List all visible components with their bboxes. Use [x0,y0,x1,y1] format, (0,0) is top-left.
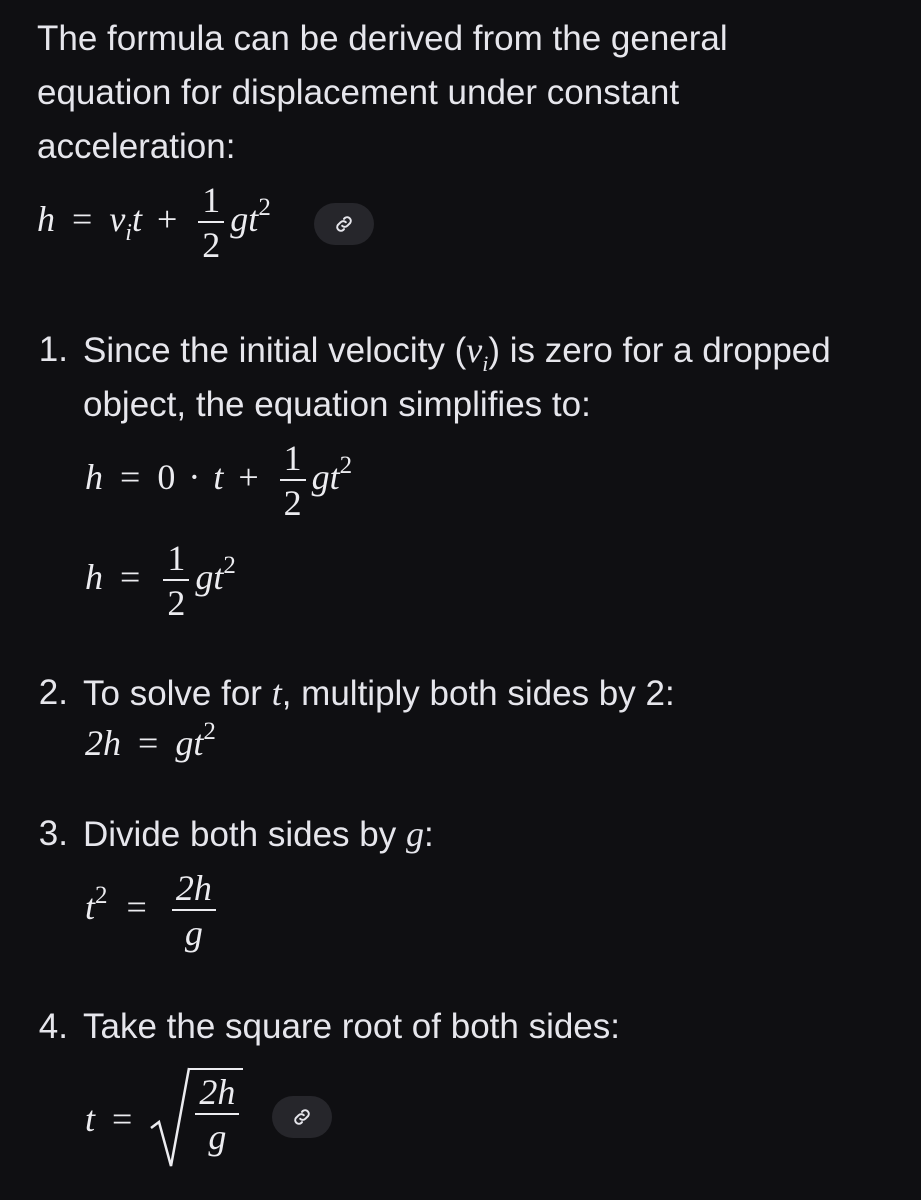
step-1-equation-1: h = 0 · t + $\frac{1}{2}$ $gt^2$ [85,438,353,523]
step-2-text: To solve for t, multiply both sides by 2: [83,673,675,713]
step-1-number: 1. [38,330,68,369]
step-4-number: 4. [38,1007,68,1046]
step-1-text: Since the initial velocity $(v_i)$ is zero for a dropped object, the equation simplifies to: [83,330,831,424]
link-icon [333,213,355,235]
step-3-text: Divide both sides by g: [83,814,434,854]
eq-var-v: v [109,198,126,239]
copy-link-button[interactable] [314,203,374,245]
step-3-number: 3. [38,814,68,853]
fraction-2h-over-g: $\frac{2h}{g}$ [195,1074,239,1155]
link-icon [291,1106,313,1128]
eq-exp: 2 [258,193,271,221]
step-1-equation-2: h = $\frac{1}{2}$ $gt^2$ [85,538,236,623]
eq-sub-i: i [125,219,132,246]
radical-sign-icon [149,1066,193,1170]
step-2-var: t [271,673,282,713]
step-2-number: 2. [38,673,68,712]
step-1-var: v [466,330,483,370]
main-equation [37,182,271,263]
step-3-var: g [405,814,424,854]
fraction-half: $\frac{1}{2}$ [280,440,306,521]
square-root [149,1068,243,1170]
step-4-equation: t = $\frac{2h}{g}$ [85,1068,243,1170]
eq-var-t: t [131,198,142,239]
eq-var-h: h [37,198,55,239]
step-2-equation: $2h = gt^2$ [85,718,216,763]
eq-var-t2: t [248,198,259,239]
step-4-text: Take the square root of both sides: [83,1007,620,1046]
fraction-half: $\frac{1}{2}$ [198,182,224,263]
fraction-2h-over-g: $\frac{2h}{g}$ [172,870,216,951]
eq-equals: = [72,198,93,239]
fraction-half: $\frac{1}{2}$ [163,540,189,621]
step-3-equation: $t^2$ = $\frac{2h}{g}$ [85,870,222,951]
copy-link-button[interactable] [272,1096,332,1138]
eq-var-g: g [230,198,249,239]
intro-paragraph: The formula can be derived from the general equation for displacement under constant acceleration: [37,19,728,166]
eq-plus: + [156,198,178,239]
